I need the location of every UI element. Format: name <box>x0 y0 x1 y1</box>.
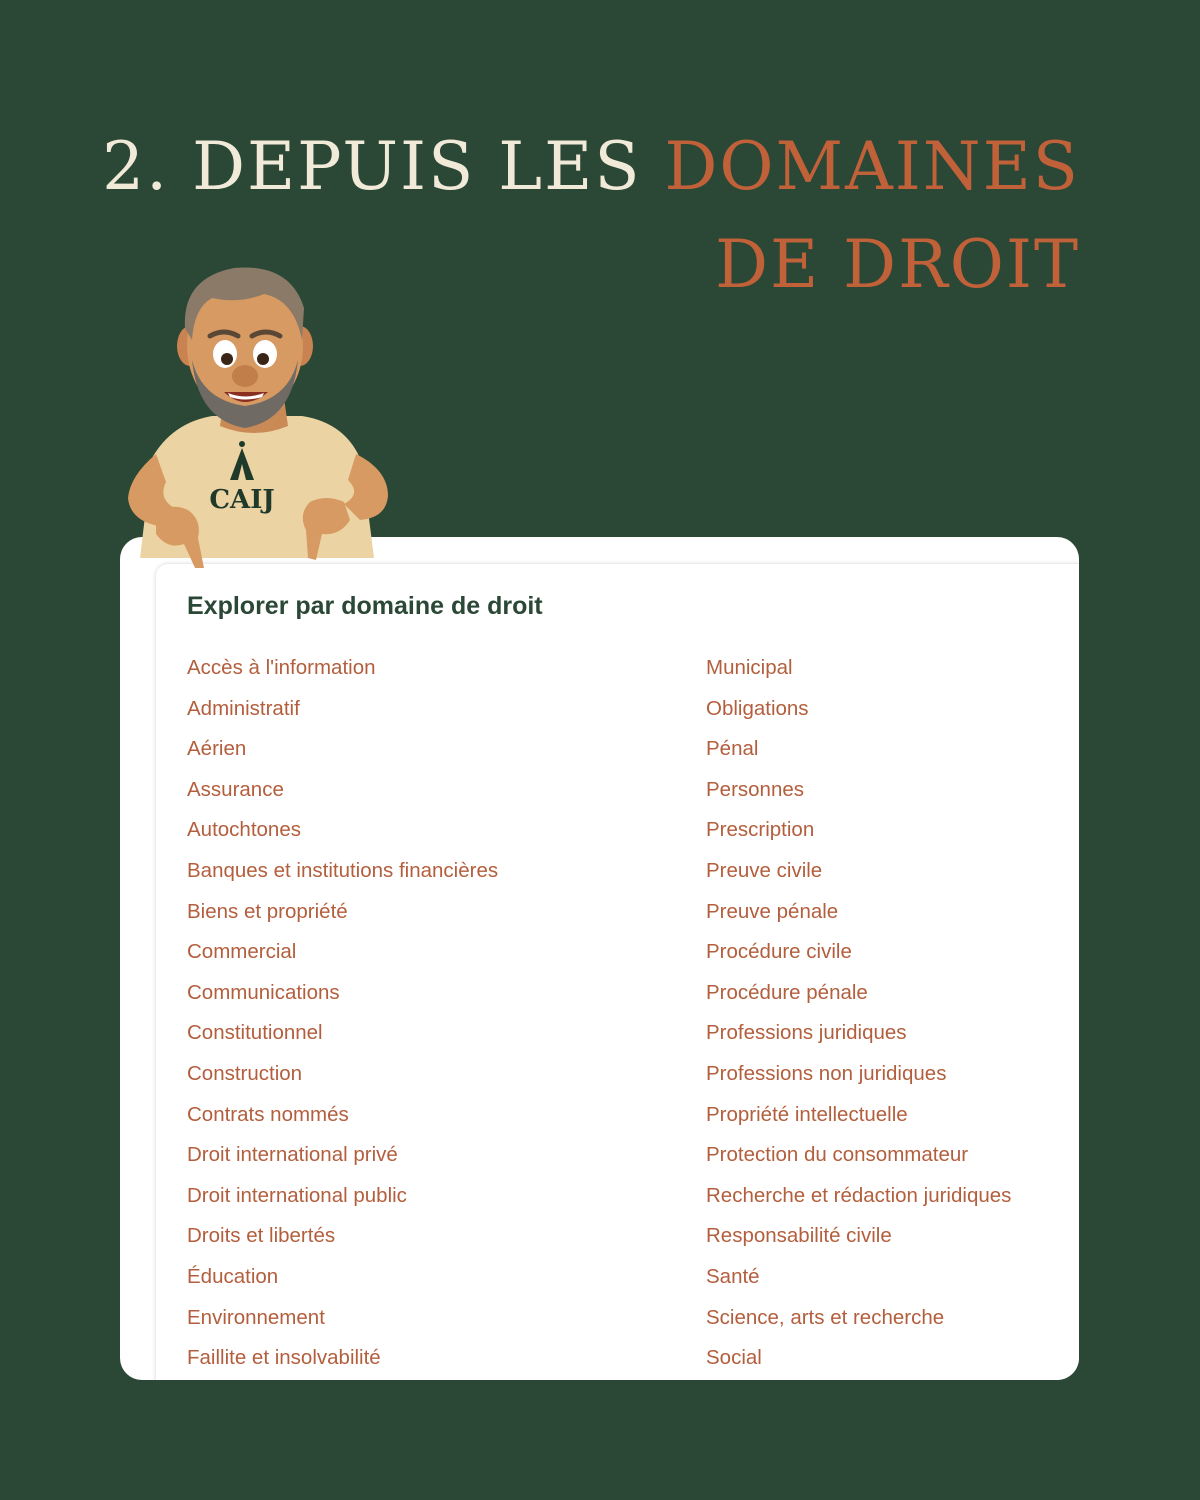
domains-card <box>120 537 1079 1380</box>
domain-list-left <box>187 654 498 1380</box>
domain-link[interactable]: Obligations <box>706 696 809 720</box>
domain-link[interactable]: Responsabilité civile <box>706 1224 892 1248</box>
headline-line-1 <box>102 128 1080 205</box>
shirt-logo-text: CAIJ <box>209 485 275 515</box>
domain-link[interactable]: Biens et propriété <box>187 899 348 923</box>
domain-link[interactable]: Constitutionnel <box>187 1021 323 1045</box>
domain-link[interactable]: Prescription <box>706 818 815 842</box>
domain-link[interactable]: Preuve civile <box>706 858 823 882</box>
domain-link[interactable]: Procédure civile <box>706 940 852 964</box>
domain-link[interactable]: Droits et libertés <box>187 1224 336 1248</box>
domain-link[interactable]: Professions juridiques <box>706 1021 907 1045</box>
domain-link[interactable]: Recherche et rédaction juridiques <box>706 1183 1012 1207</box>
headline-white-part: DEPUIS LES <box>192 128 642 205</box>
domain-link[interactable]: Contrats nommés <box>187 1102 349 1126</box>
domain-link[interactable]: Municipal <box>706 656 793 679</box>
domain-link[interactable]: Preuve pénale <box>706 899 839 923</box>
domain-link[interactable]: Personnes <box>706 777 805 801</box>
domain-link[interactable]: Aérien <box>187 737 247 761</box>
domain-link[interactable]: Environnement <box>187 1305 325 1329</box>
headline-number: 2. <box>102 128 170 205</box>
domain-link[interactable]: Éducation <box>187 1264 279 1288</box>
domain-link[interactable]: Autochtones <box>187 818 301 842</box>
domain-link[interactable]: Pénal <box>706 737 759 761</box>
domain-list-right <box>706 654 1011 1380</box>
domain-link[interactable]: Droit international privé <box>187 1143 398 1167</box>
domain-link[interactable]: Faillite et insolvabilité <box>187 1346 381 1370</box>
domain-link[interactable]: Professions non juridiques <box>706 1061 947 1085</box>
domain-link[interactable]: Accès à l'information <box>187 656 376 679</box>
headline-accent-2: DE DROIT <box>715 226 1080 303</box>
domain-link[interactable]: Santé <box>706 1264 760 1288</box>
domain-link[interactable]: Social <box>706 1346 762 1370</box>
domain-link[interactable]: Procédure pénale <box>706 980 868 1004</box>
headline-accent-1: DOMAINES <box>664 128 1080 205</box>
panel-title: Explorer par domaine de droit <box>187 592 543 620</box>
domains-panel <box>156 564 1079 1380</box>
domain-link[interactable]: Construction <box>187 1061 303 1085</box>
domain-link[interactable]: Assurance <box>187 777 284 801</box>
domain-link[interactable]: Science, arts et recherche <box>706 1305 945 1329</box>
domain-link[interactable]: Administratif <box>187 696 300 720</box>
domain-link[interactable]: Communications <box>187 980 340 1004</box>
mascot-illustration <box>112 258 402 568</box>
domain-link[interactable]: Propriété intellectuelle <box>706 1102 908 1126</box>
domain-link[interactable]: Protection du consommateur <box>706 1143 969 1167</box>
domain-link[interactable]: Commercial <box>187 940 297 964</box>
domain-link[interactable]: Droit international public <box>187 1183 407 1207</box>
domain-link[interactable]: Banques et institutions financières <box>187 858 499 882</box>
